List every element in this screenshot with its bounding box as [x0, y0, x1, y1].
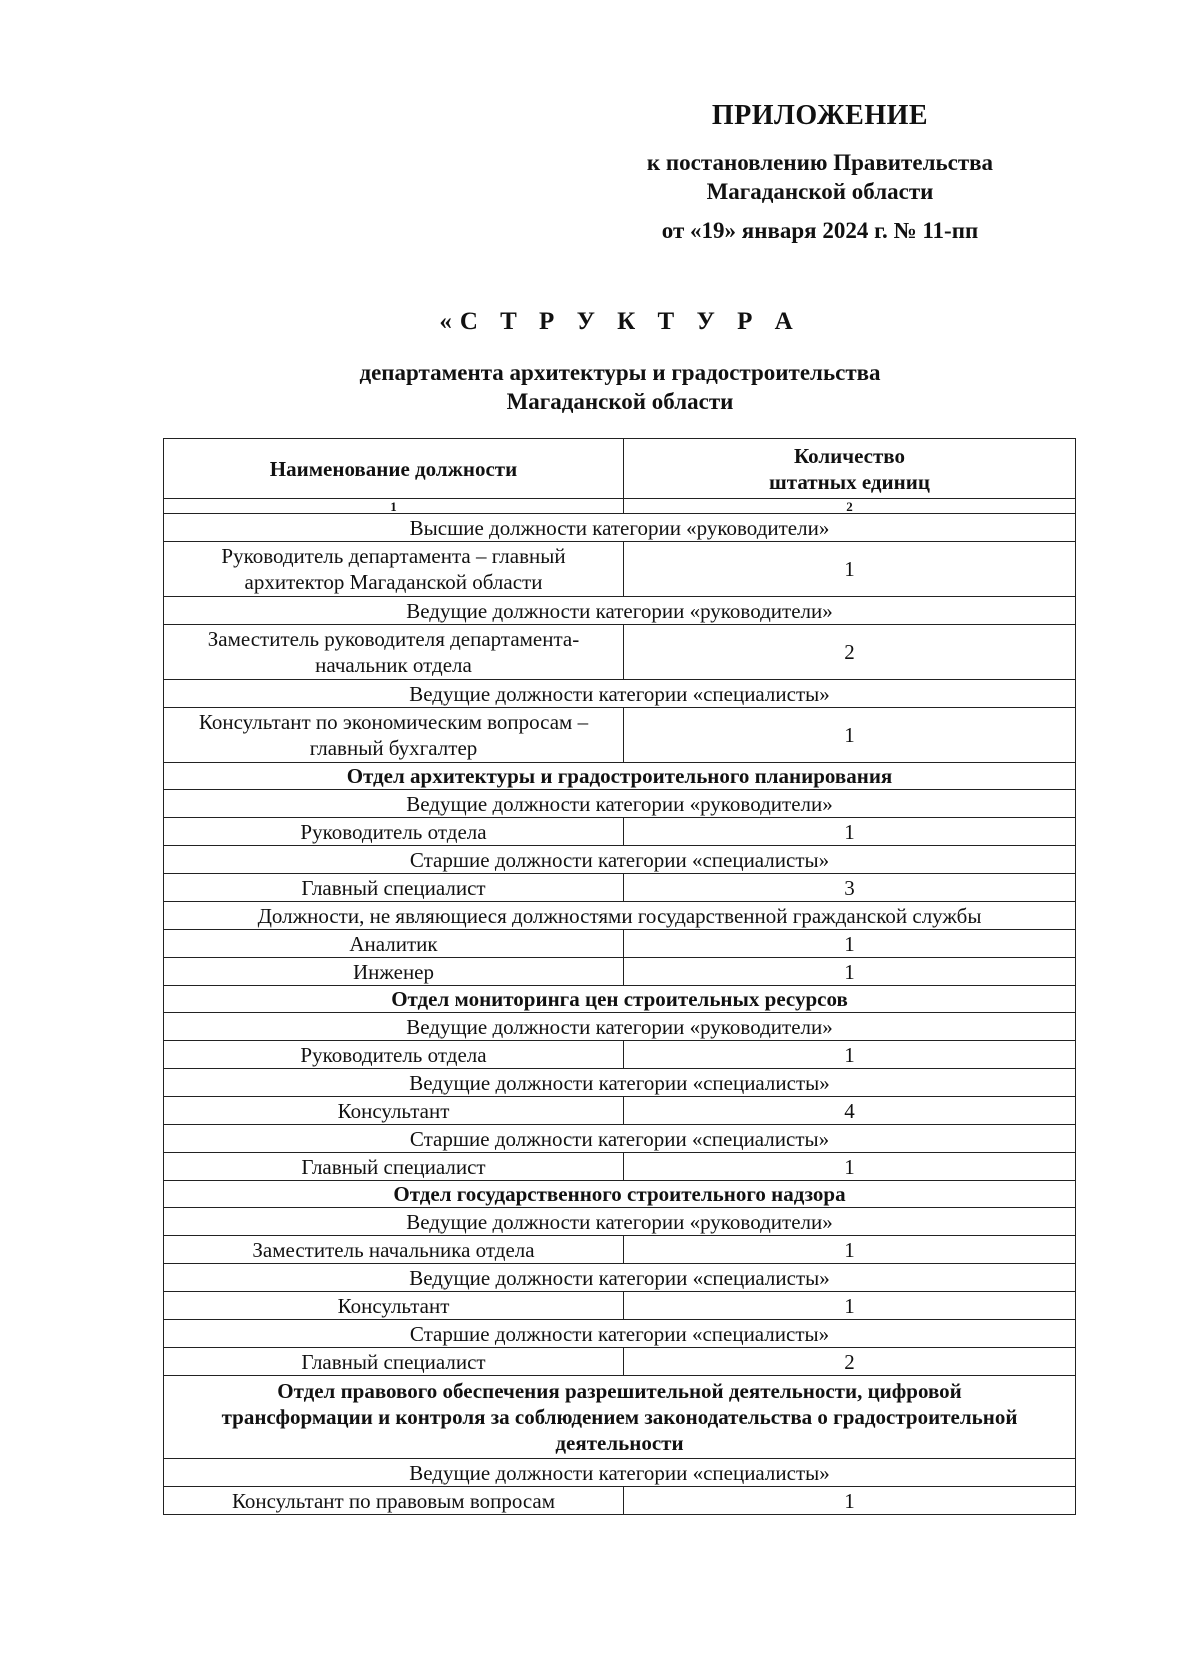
- department-title: Отдел мониторинга цен строительных ресурсов: [164, 986, 1076, 1013]
- position-name: Главный специалист: [164, 1348, 624, 1376]
- position-name: Инженер: [164, 958, 624, 986]
- position-name: Консультант по правовым вопросам: [164, 1487, 624, 1515]
- category-row: [164, 1264, 1076, 1292]
- category-title: Ведущие должности категории «специалисты»: [164, 1264, 1076, 1292]
- position-name: Руководитель отдела: [164, 1041, 624, 1069]
- position-name: Заместитель начальника отдела: [164, 1236, 624, 1264]
- position-count: 1: [624, 818, 1076, 846]
- category-row: [164, 1125, 1076, 1153]
- category-title: Ведущие должности категории «руководители»: [164, 1208, 1076, 1236]
- appendix-date: от «19» января 2024 г. № 11-пп: [661, 218, 979, 243]
- department-row: [164, 1181, 1076, 1208]
- department-title: Отдел правового обеспечения разрешительной деятельности, цифровой трансформации и контроля за соблюдением законодательства о градостроительной деятельности: [164, 1376, 1076, 1459]
- department-row: [164, 763, 1076, 790]
- position-count: 3: [624, 874, 1076, 902]
- table-row: [164, 874, 1076, 902]
- category-row: [164, 597, 1076, 625]
- category-title: Высшие должности категории «руководители»: [164, 514, 1076, 542]
- header-row: [164, 439, 1076, 499]
- appendix-line1: к постановлению Правительства: [646, 150, 994, 175]
- table-row: [164, 930, 1076, 958]
- table-row: [164, 1292, 1076, 1320]
- position-count: 2: [624, 1348, 1076, 1376]
- table-row: [164, 1041, 1076, 1069]
- category-title: Ведущие должности категории «руководители»: [164, 597, 1076, 625]
- title-line1: департамента архитектуры и градостроительства: [359, 360, 881, 385]
- position-name: Заместитель руководителя департамента-начальник отдела: [164, 625, 624, 680]
- position-count: 1: [624, 1153, 1076, 1181]
- title-word: «С Т Р У К Т У Р А: [439, 308, 801, 335]
- column-number-1: 1: [164, 499, 624, 514]
- document-title: [160, 308, 1080, 416]
- table-row: [164, 625, 1076, 680]
- table-row: [164, 1348, 1076, 1376]
- position-count: 4: [624, 1097, 1076, 1125]
- category-row: [164, 790, 1076, 818]
- staff-table-body: [164, 514, 1076, 1515]
- category-title: Должности, не являющиеся должностями государственной гражданской службы: [164, 902, 1076, 930]
- category-row: [164, 1208, 1076, 1236]
- table-row: [164, 1487, 1076, 1515]
- position-name: Главный специалист: [164, 874, 624, 902]
- department-row: [164, 986, 1076, 1013]
- category-title: Старшие должности категории «специалисты»: [164, 1320, 1076, 1348]
- position-name: Руководитель отдела: [164, 818, 624, 846]
- position-count: 2: [624, 625, 1076, 680]
- category-title: Старшие должности категории «специалисты»: [164, 846, 1076, 874]
- position-count: 1: [624, 1041, 1076, 1069]
- position-name: Консультант: [164, 1292, 624, 1320]
- department-row: [164, 1376, 1076, 1459]
- table-row: [164, 1153, 1076, 1181]
- category-title: Ведущие должности категории «руководители»: [164, 1013, 1076, 1041]
- category-title: Ведущие должности категории «специалисты»: [164, 1459, 1076, 1487]
- appendix-block: [560, 100, 1080, 245]
- position-count: 1: [624, 1487, 1076, 1515]
- table-row: [164, 1236, 1076, 1264]
- position-name: Руководитель департамента – главный архитектор Магаданской области: [164, 542, 624, 597]
- category-title: Ведущие должности категории «специалисты»: [164, 680, 1076, 708]
- position-count: 1: [624, 708, 1076, 763]
- appendix-line2: Магаданской области: [706, 179, 934, 204]
- table-row: [164, 958, 1076, 986]
- column-number-2: 2: [624, 499, 1076, 514]
- category-row: [164, 680, 1076, 708]
- position-name: Консультант по экономическим вопросам – главный бухгалтер: [164, 708, 624, 763]
- category-row: [164, 1320, 1076, 1348]
- category-row: [164, 1069, 1076, 1097]
- header-count: Количество штатных единиц: [624, 439, 1076, 499]
- category-title: Старшие должности категории «специалисты»: [164, 1125, 1076, 1153]
- position-count: 1: [624, 542, 1076, 597]
- position-count: 1: [624, 958, 1076, 986]
- category-row: [164, 1459, 1076, 1487]
- staff-table: [163, 438, 1076, 1515]
- title-line2: Магаданской области: [506, 389, 734, 414]
- position-name: Консультант: [164, 1097, 624, 1125]
- department-title: Отдел архитектуры и градостроительного планирования: [164, 763, 1076, 790]
- category-title: Ведущие должности категории «руководители»: [164, 790, 1076, 818]
- column-number-row: [164, 499, 1076, 514]
- position-count: 1: [624, 1292, 1076, 1320]
- table-row: [164, 1097, 1076, 1125]
- position-name: Главный специалист: [164, 1153, 624, 1181]
- position-name: Аналитик: [164, 930, 624, 958]
- appendix-heading: ПРИЛОЖЕНИЕ: [711, 100, 929, 131]
- table-row: [164, 542, 1076, 597]
- category-row: [164, 1013, 1076, 1041]
- department-title: Отдел государственного строительного надзора: [164, 1181, 1076, 1208]
- table-row: [164, 818, 1076, 846]
- table-row: [164, 708, 1076, 763]
- category-row: [164, 514, 1076, 542]
- category-row: [164, 902, 1076, 930]
- header-position: Наименование должности: [164, 439, 624, 499]
- position-count: 1: [624, 1236, 1076, 1264]
- category-title: Ведущие должности категории «специалисты»: [164, 1069, 1076, 1097]
- position-count: 1: [624, 930, 1076, 958]
- category-row: [164, 846, 1076, 874]
